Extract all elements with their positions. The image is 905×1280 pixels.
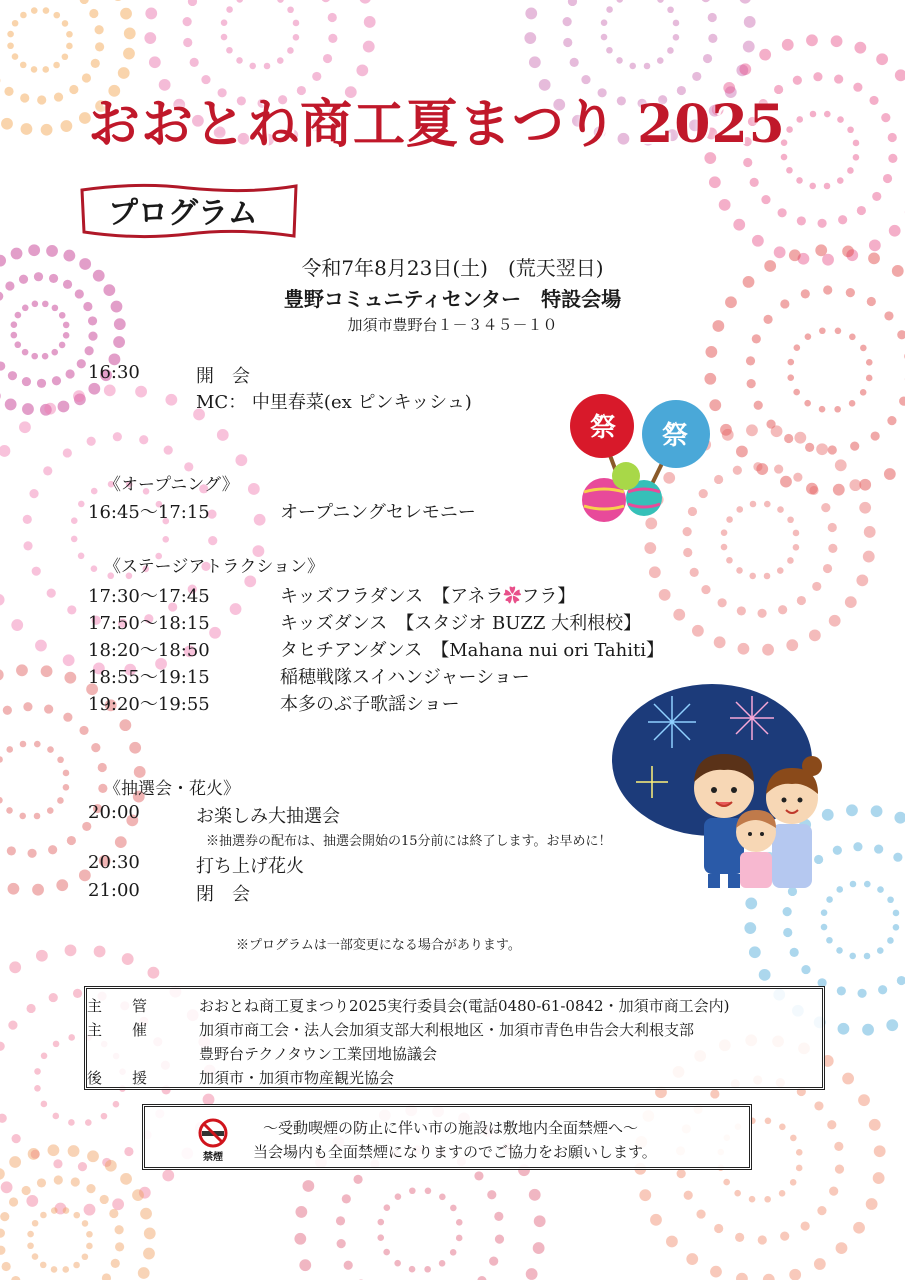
event-venue: 豊野コミュニティセンター 特設会場 [283, 287, 622, 311]
event-date: 令和7年8月23日(土) (荒天翌日) [301, 256, 604, 280]
section-lottery: 《抽選会・花火》 [104, 779, 240, 799]
page-title: おおとね商工夏まつり 2025 [88, 94, 786, 155]
stage-time: 17:50〜18:15 [88, 613, 210, 634]
organizer-value: 豊野台テクノタウン工業団地協議会 [199, 1045, 438, 1063]
stage-time: 18:55〜19:15 [88, 667, 210, 688]
fireworks-time: 20:30 [88, 852, 140, 873]
program-note: ※プログラムは一部変更になる場合があります。 [236, 938, 521, 953]
lottery-label: お楽しみ大抽選会 [196, 806, 340, 827]
organizer-value: おおとね商工夏まつり2025実行委員会(電話0480-61-0842・加須市商工会内) [199, 997, 730, 1015]
section-stage: 《ステージアトラクション》 [104, 557, 324, 577]
family-fireworks-illustration [612, 682, 837, 897]
stage-time: 17:30〜17:45 [88, 586, 210, 607]
stage-time: 18:20〜18:50 [88, 640, 210, 661]
stage-label: 稲穂戦隊スイハンジャーショー [280, 667, 530, 688]
closing-time: 21:00 [88, 880, 140, 901]
stage-time: 19:20〜19:55 [88, 694, 210, 715]
stage-label-part: キッズフラダンス 【アネラ [280, 586, 504, 607]
stage-label: 本多のぶ子歌謡ショー [280, 694, 460, 715]
opening-time: 16:30 [88, 362, 140, 383]
organizer-value: 加須市商工会・法人会加須支部大利根地区・加須市青色申告会大利根支部 [199, 1021, 695, 1039]
event-address: 加須市豊野台１－３４５－１０ [347, 316, 558, 334]
firework-burst [0, 1144, 156, 1280]
stage-label-part: フラ】 [521, 586, 576, 607]
section-opening: 《オープニング》 [104, 475, 239, 495]
stage-label [280, 582, 575, 608]
no-smoking-box [142, 1104, 752, 1170]
organizers-box [84, 986, 825, 1090]
no-smoking-icon [193, 1117, 233, 1163]
organizer-key: 主 管 [87, 997, 148, 1015]
flower-icon: ✿ [503, 586, 522, 607]
lottery-note: ※抽選券の配布は、抽選会開始の15分前には終了します。お早めに！ [206, 834, 612, 849]
program-label: プログラム [108, 196, 258, 231]
no-smoking-line-2: 当会場内も全面禁煙になりますのでご協力をお願いします。 [253, 1143, 657, 1161]
no-smoking-sign-label: 禁煙 [203, 1152, 223, 1163]
lottery-time: 20:00 [88, 802, 140, 823]
fan-label: 祭 [662, 421, 689, 451]
closing-label: 閉 会 [196, 884, 250, 905]
ceremony-time: 16:45〜17:15 [88, 502, 210, 523]
mc-line: MC： 中里春菜(ex ピンキッシュ) [196, 392, 472, 413]
no-smoking-line-1: 〜受動喫煙の防止に伴い市の施設は敷地内全面禁煙へ〜 [263, 1119, 639, 1137]
stage-label: キッズダンス 【スタジオ BUZZ 大利根校】 [280, 613, 642, 634]
organizer-value: 加須市・加須市物産観光協会 [199, 1069, 395, 1087]
fireworks-label: 打ち上げ花火 [196, 856, 304, 877]
organizer-key: 後 援 [87, 1069, 148, 1087]
fan-label: 祭 [590, 413, 617, 443]
uchiwa-fan-illustration [560, 392, 720, 527]
ceremony-label: オープニングセレモニー [280, 502, 476, 523]
opening-label: 開 会 [196, 366, 250, 387]
organizer-key: 主 催 [87, 1021, 148, 1039]
stage-label: タヒチアンダンス 【Mahana nui ori Tahiti】 [280, 640, 664, 661]
